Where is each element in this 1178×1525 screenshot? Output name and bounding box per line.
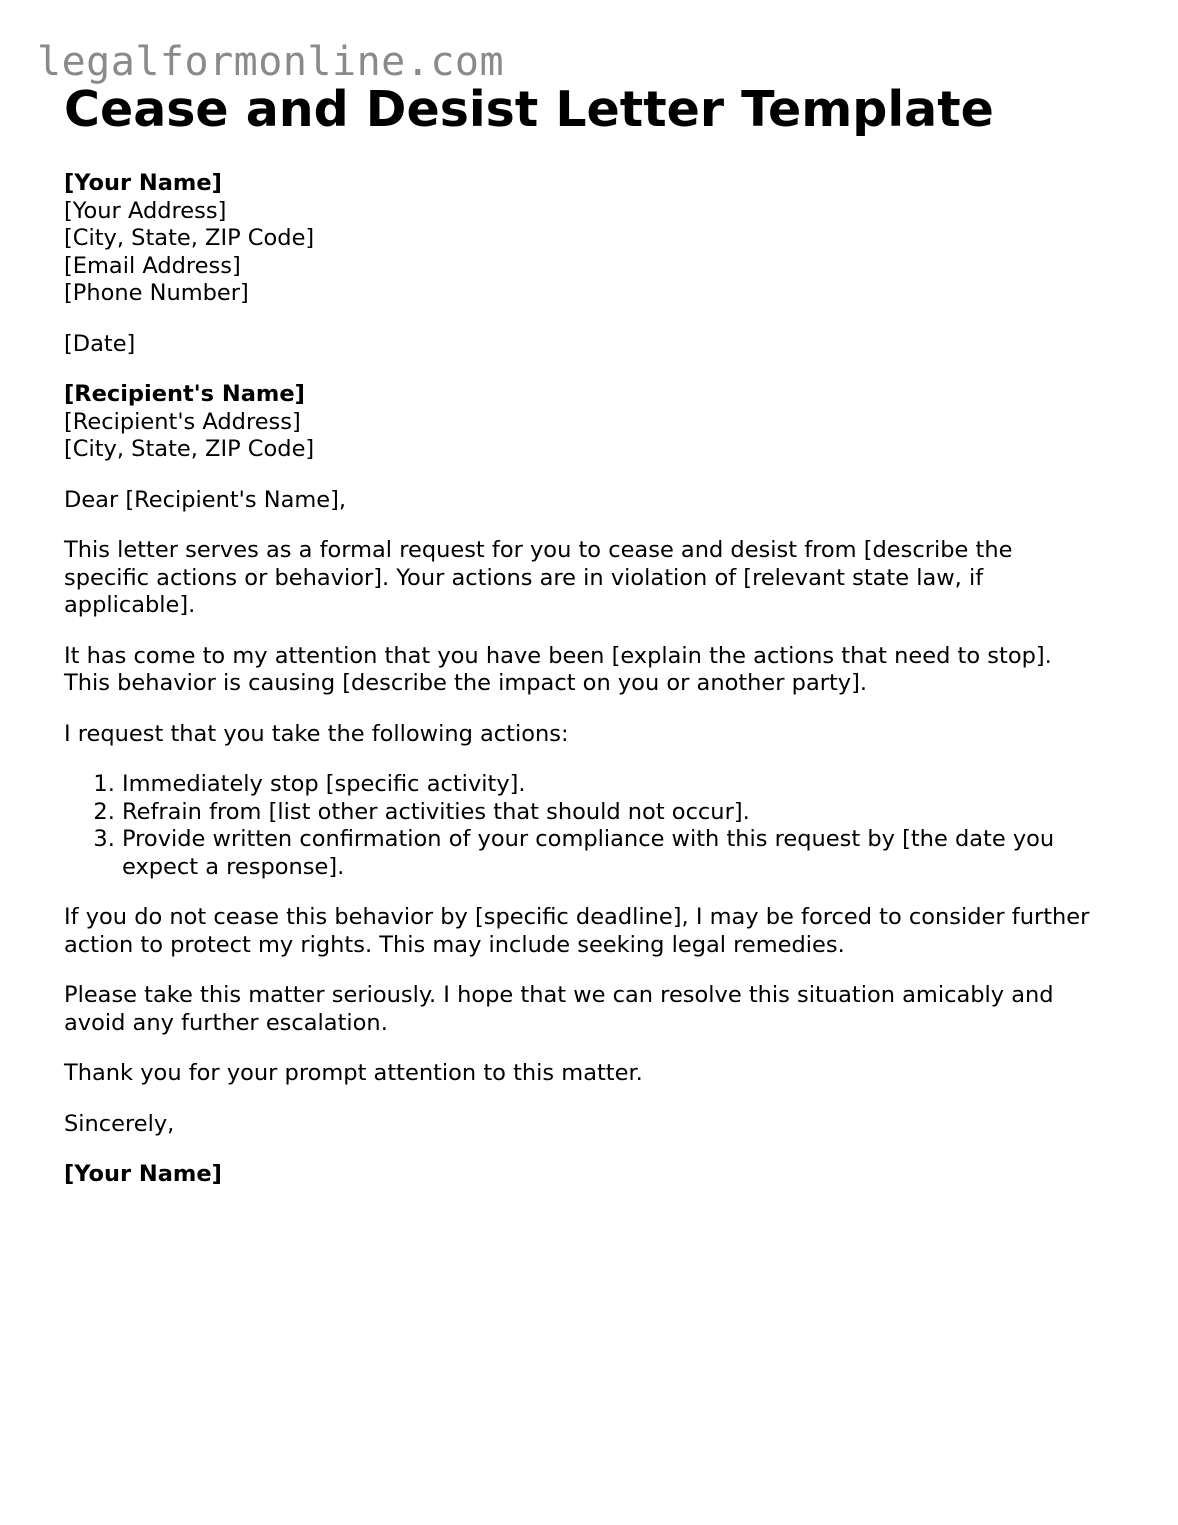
sender-city-state-zip: [City, State, ZIP Code]: [64, 225, 315, 251]
letter-date: [Date]: [64, 330, 136, 357]
paragraph-attention: It has come to my attention that you have been [explain the actions that need to stop]. This behavior is causing [describe the impact on you or another party].: [64, 642, 1052, 696]
watermark-text: legalformonline.com: [37, 39, 505, 85]
recipient-address: [Recipient's Address]: [64, 408, 301, 435]
sender-name: [Your Name]: [64, 170, 222, 196]
document-title: Cease and Desist Letter Template: [64, 81, 994, 138]
paragraph-thanks: Thank you for your prompt attention to this matter.: [64, 1060, 643, 1086]
date-block: [64, 331, 1104, 359]
list-item: 2. Refrain from [list other activities that should not occur].: [122, 799, 1104, 827]
sender-address: [Your Address]: [64, 197, 227, 224]
recipient-block: [64, 381, 1104, 464]
list-item: 3. Provide written confirmation of your compliance with this request by [the date you expect a response].: [122, 826, 1104, 881]
sign-off: Sincerely,: [64, 1110, 175, 1137]
recipient-city-state-zip: [City, State, ZIP Code]: [64, 436, 315, 462]
recipient-name: [Recipient's Name]: [64, 381, 305, 407]
signature-name: [Your Name]: [64, 1161, 222, 1187]
action-list: [64, 771, 1104, 881]
sender-block: [64, 170, 1104, 308]
sender-phone: [Phone Number]: [64, 280, 249, 306]
paragraph-request: I request that you take the following actions:: [64, 720, 569, 747]
sender-email: [Email Address]: [64, 252, 241, 279]
list-item: 1. Immediately stop [specific activity].: [122, 771, 1104, 799]
paragraph-deadline: If you do not cease this behavior by [specific deadline], I may be forced to consider further action to protect my rights. This may include seeking legal remedies.: [64, 904, 1090, 958]
paragraph-intro: This letter serves as a formal request for you to cease and desist from [describe the specific actions or behavior]. Your actions are in violation of [relevant state law, if applicable].: [64, 537, 1013, 618]
letter-body: [64, 170, 1104, 1212]
salutation: Dear [Recipient's Name],: [64, 486, 347, 513]
paragraph-seriousness: Please take this matter seriously. I hope that we can resolve this situation amicably and avoid any further escalation.: [64, 982, 1054, 1036]
